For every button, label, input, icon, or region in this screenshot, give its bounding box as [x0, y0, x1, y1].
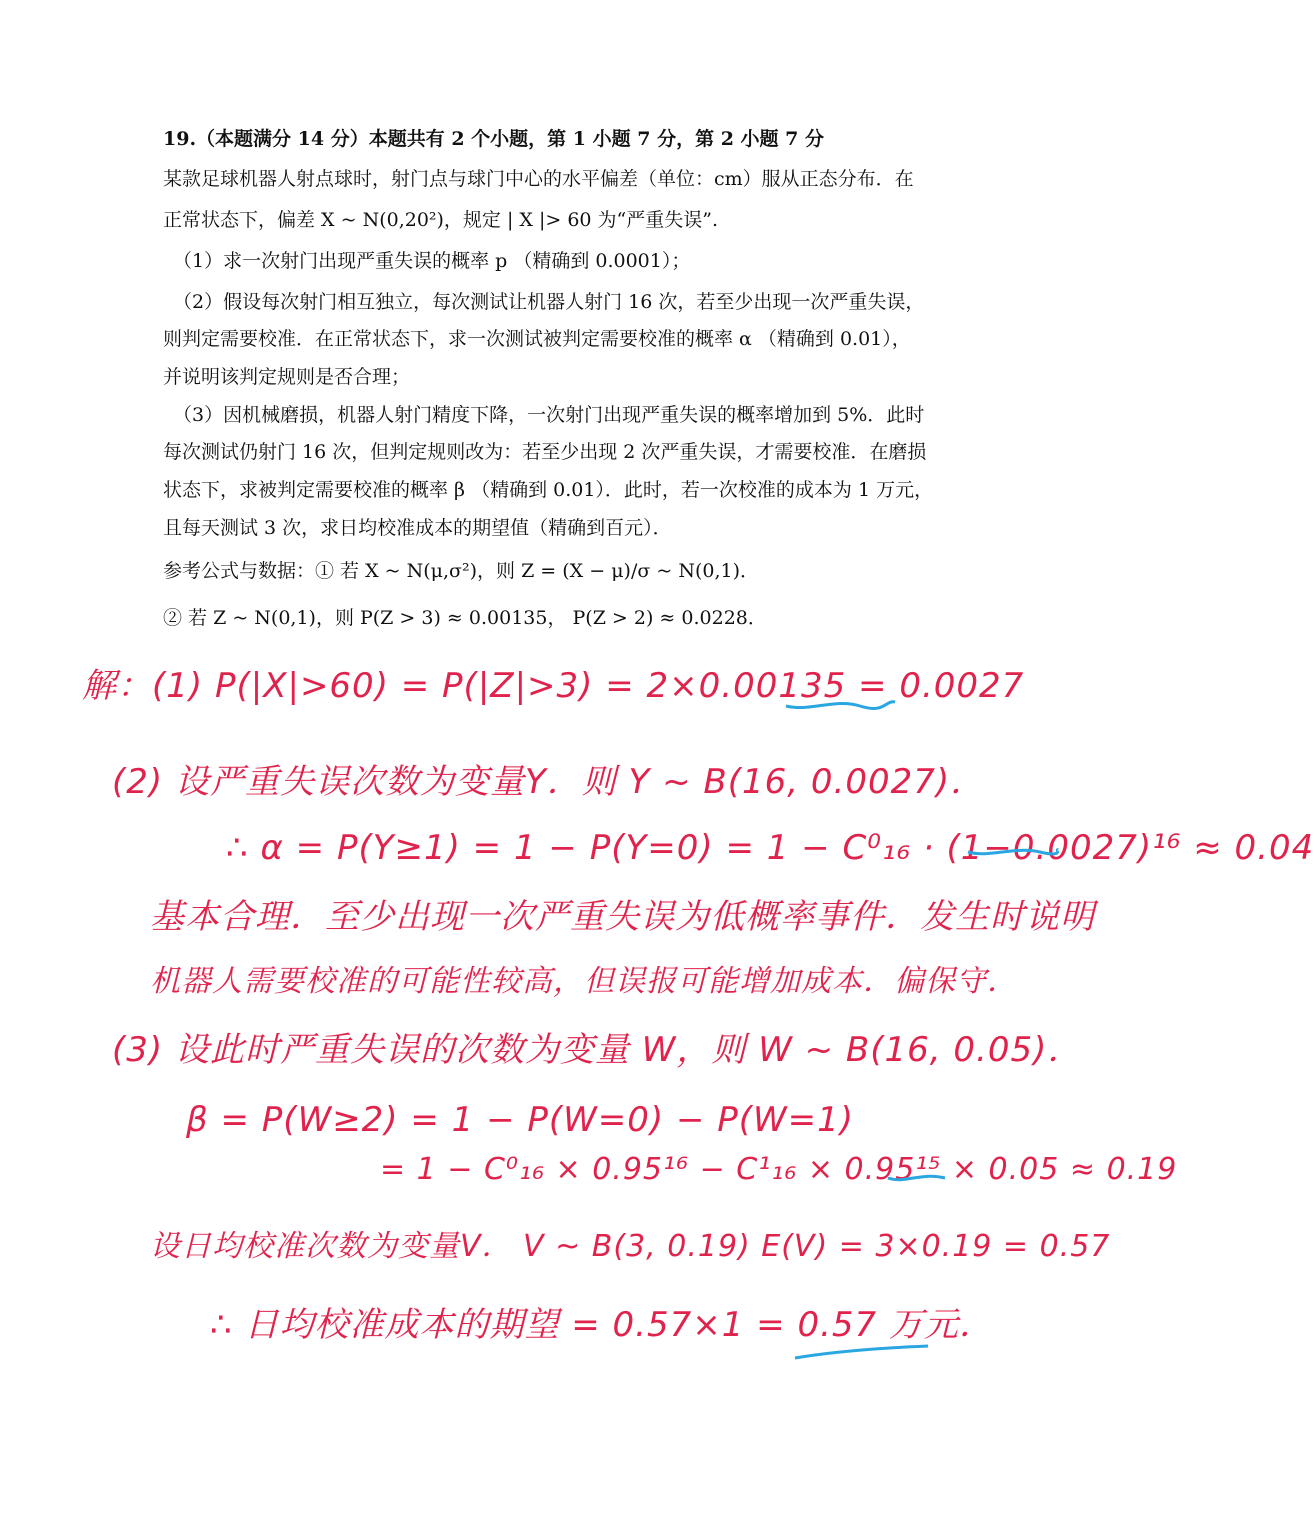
problem-part1: （1）求一次射门出现严重失误的概率 p （精确到 0.0001）；: [173, 250, 691, 272]
underline-answer-alpha: [968, 850, 1058, 854]
underline-answer-final: [795, 1346, 928, 1358]
handwritten-answer-2-line3: 基本合理．至少出现一次严重失误为低概率事件．发生时说明: [150, 897, 1095, 937]
problem-part3-line1: （3）因机械磨损，机器人射门精度下降，一次射门出现严重失误的概率增加到 5%．此时: [173, 404, 925, 426]
problem-part3-line2: 每次测试仍射门 16 次，但判定规则改为：若至少出现 2 次严重失误，才需要校准．在磨损: [163, 441, 927, 463]
reference-line1: 参考公式与数据：① 若 X ~ N(μ,σ²)，则 Z = (X − μ)/σ ~ N(0,1)．: [163, 560, 760, 582]
reference-line2: ② 若 Z ~ N(0,1)，则 P(Z > 3) ≈ 0.00135， P(Z > 2) ≈ 0.0228．: [163, 607, 767, 629]
problem-part2-line1: （2）假设每次射门相互独立，每次测试让机器人射门 16 次，若至少出现一次严重失误，: [173, 291, 925, 313]
handwritten-answer-3-line2: β = P(W≥2) = 1 − P(W=0) − P(W=1): [186, 1100, 855, 1140]
handwritten-answer-2-line2: ∴ α = P(Y≥1) = 1 − P(Y=0) = 1 − C⁰₁₆ · (1−0.0027)¹⁶ ≈ 0.04: [226, 828, 1314, 868]
handwritten-answer-2-line1: (2) 设严重失误次数为变量Y．则 Y ~ B(16, 0.0027)．: [112, 762, 986, 802]
handwritten-answer-1: 解：(1) P(|X|>60) = P(|Z|>3) = 2×0.00135 = 0.0027: [82, 666, 1025, 706]
problem-part3-line3: 状态下，求被判定需要校准的概率 β （精确到 0.01）．此时，若一次校准的成本为 1 万元，: [163, 479, 934, 501]
problem-intro-line1: 某款足球机器人射点球时，射门点与球门中心的水平偏差（单位：cm）服从正态分布．在: [163, 168, 914, 190]
underline-answer-1: [786, 702, 895, 709]
problem-part2-line3: 并说明该判定规则是否合理；: [163, 366, 411, 388]
problem-intro-line2: 正常状态下，偏差 X ~ N(0,20²)，规定 | X |> 60 为“严重失误”.: [163, 209, 719, 231]
problem-part3-line4: 且每天测试 3 次，求日均校准成本的期望值（精确到百元）．: [163, 517, 672, 539]
problem-heading: 19.（本题满分 14 分）本题共有 2 个小题，第 1 小题 7 分，第 2 小题 7 分: [163, 128, 824, 150]
problem-part2-line2: 则判定需要校准．在正常状态下，求一次测试被判定需要校准的概率 α （精确到 0.01），: [163, 328, 911, 350]
handwritten-answer-3-line1: (3) 设此时严重失误的次数为变量 W，则 W ~ B(16, 0.05)．: [112, 1030, 1083, 1070]
handwritten-answer-3-line4: 设日均校准次数为变量V． V ~ B(3, 0.19) E(V) = 3×0.19 = 0.57: [150, 1229, 1111, 1264]
handwritten-answer-2-line4: 机器人需要校准的可能性较高，但误报可能增加成本．偏保守．: [150, 964, 1018, 999]
handwritten-answer-3-line3: = 1 − C⁰₁₆ × 0.95¹⁶ − C¹₁₆ × 0.95¹⁵ × 0.05 ≈ 0.19: [380, 1152, 1178, 1187]
underline-answer-beta: [888, 1176, 945, 1179]
handwritten-answer-3-line5: ∴ 日均校准成本的期望 = 0.57×1 = 0.57 万元．: [210, 1305, 994, 1345]
